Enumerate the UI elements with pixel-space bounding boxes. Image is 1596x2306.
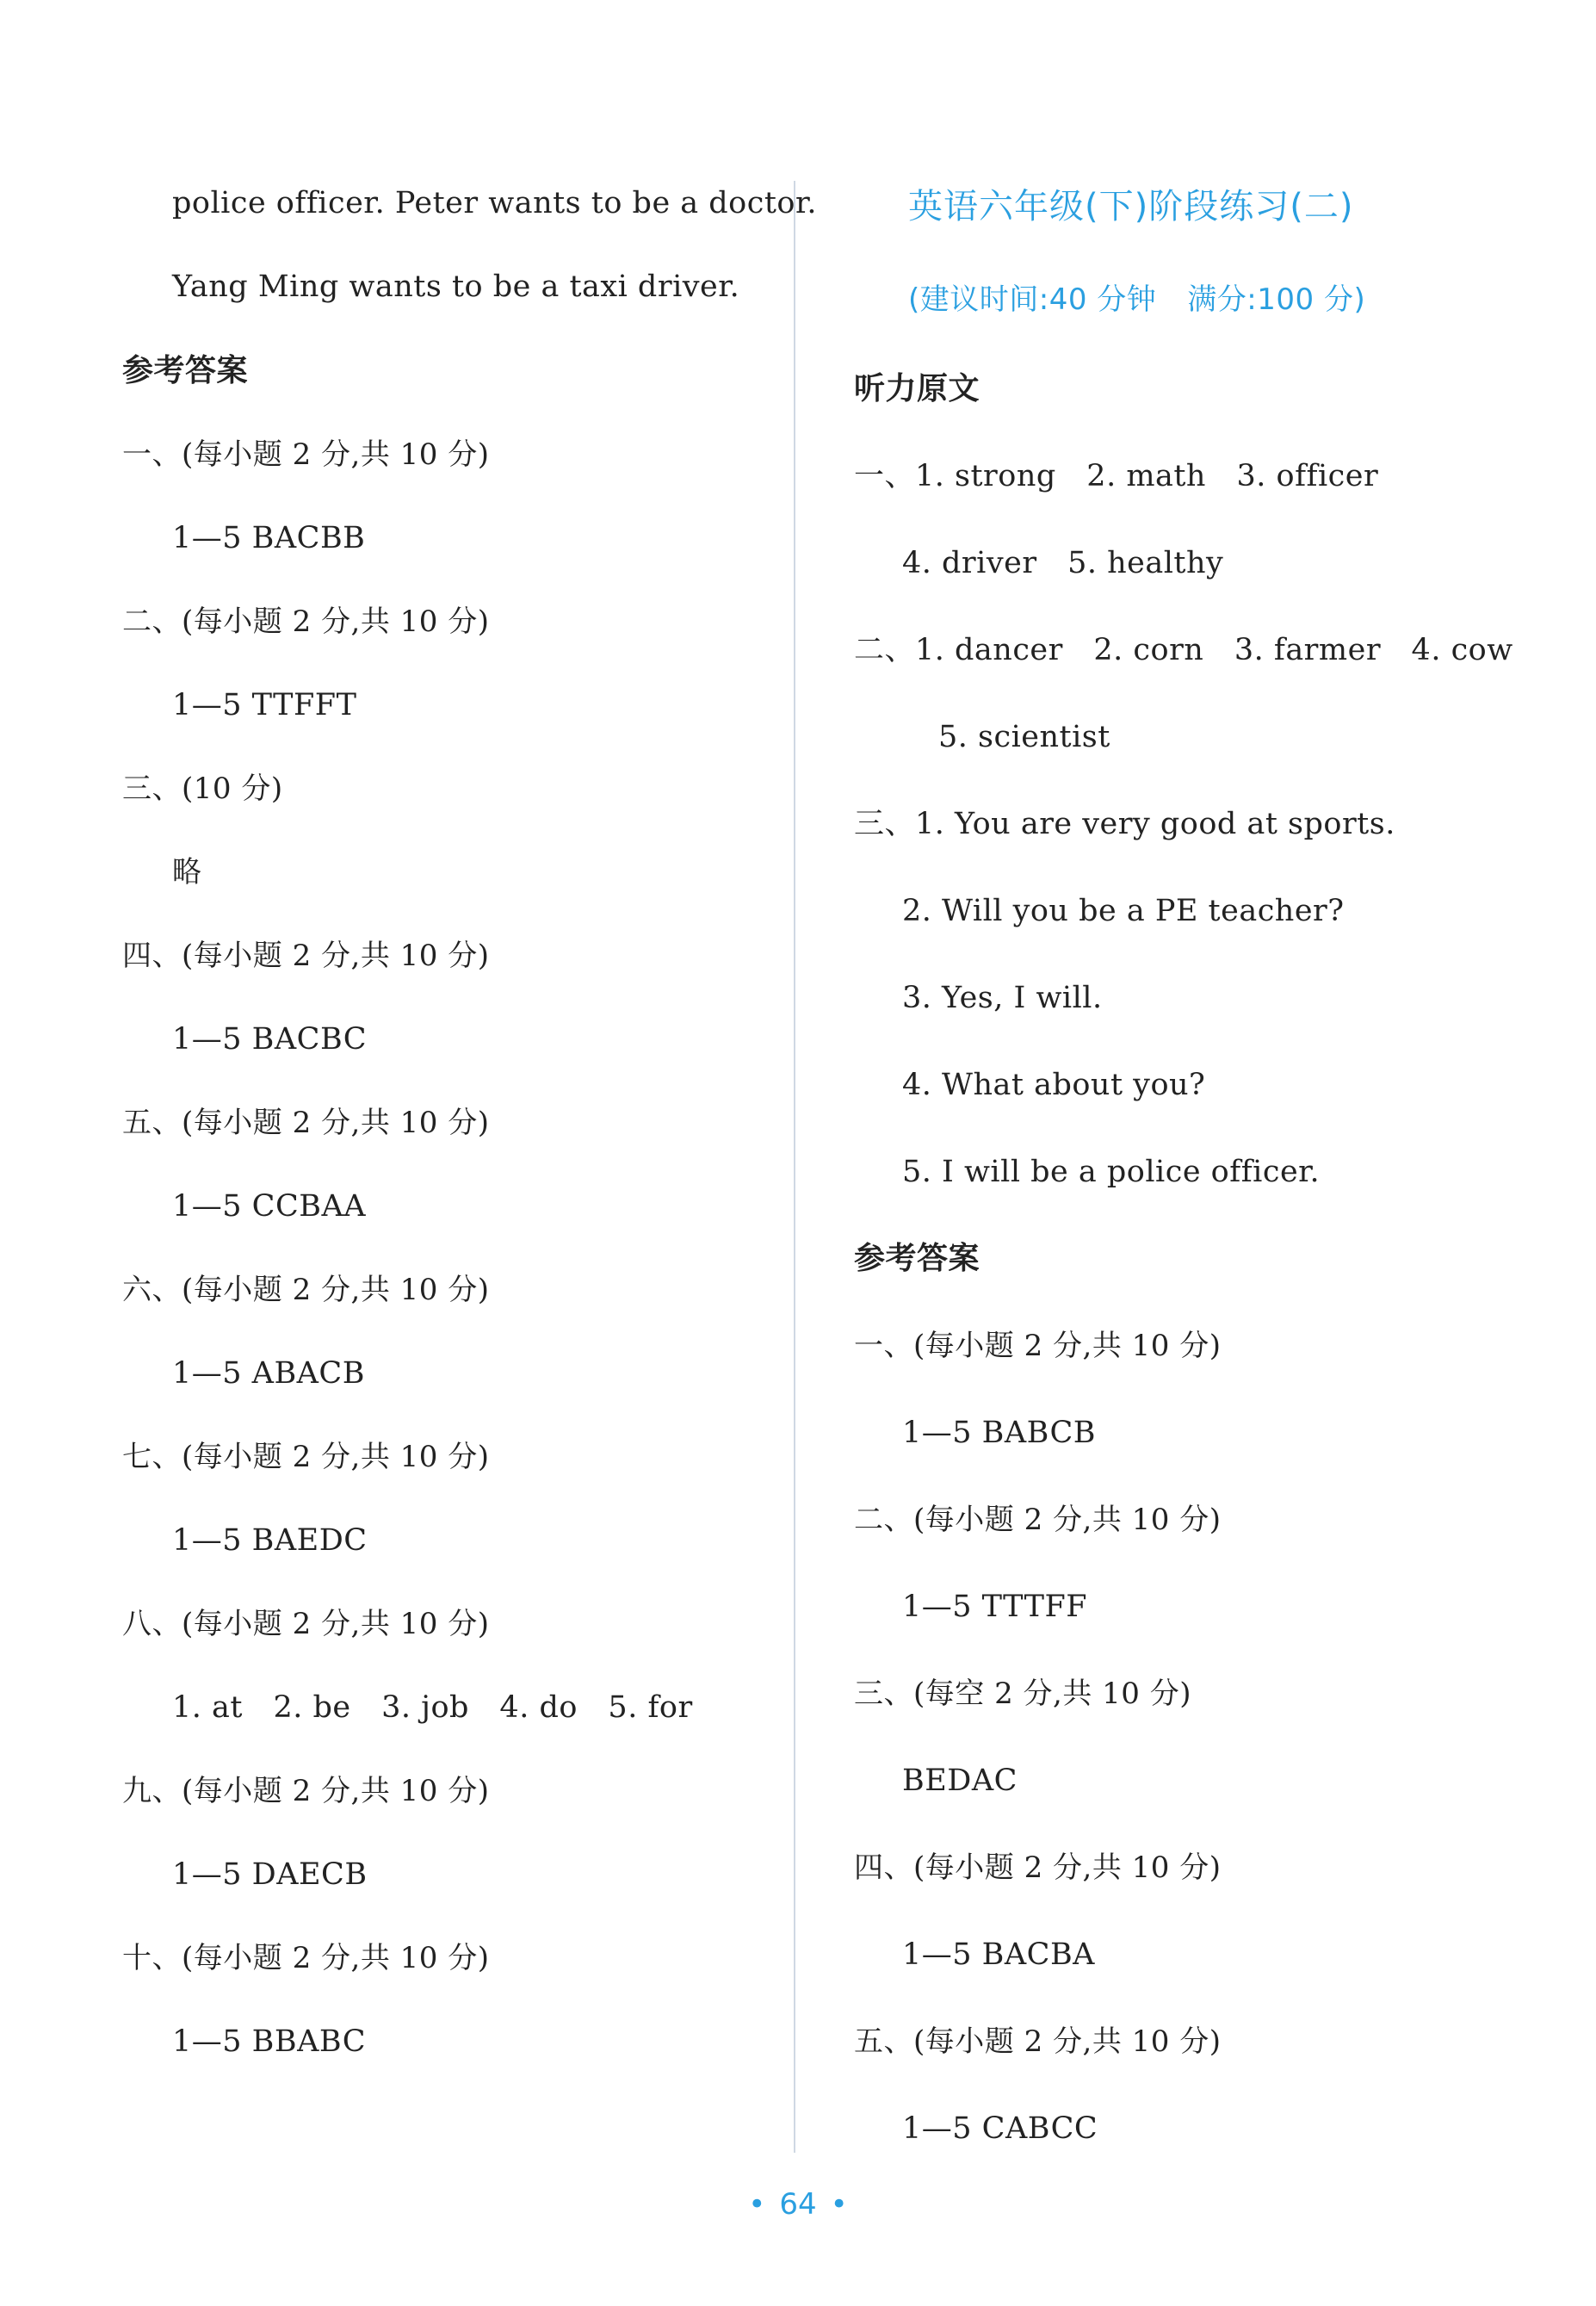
column-divider [794,181,795,2153]
section-label: 二、(每小题 2 分,共 10 分) [854,1503,1222,1537]
listening-line: 3. Yes, I will. [902,981,1103,1015]
section-label: 六、(每小题 2 分,共 10 分) [122,1273,490,1307]
listening-line: 二、1. dancer 2. corn 3. farmer 4. cow [854,633,1513,667]
section-label: 三、(10 分) [122,772,283,806]
section-answer: 1—5 ABACB [172,1356,365,1391]
section-label: 一、(每小题 2 分,共 10 分) [854,1329,1222,1363]
section-answer: 1—5 BBABC [172,2024,367,2059]
section-label: 八、(每小题 2 分,共 10 分) [122,1607,490,1641]
full-score: 满分:100 分) [1187,282,1366,317]
listening-line: 5. scientist [938,720,1110,754]
section-answer: 1. at 2. be 3. job 4. do 5. for [172,1690,693,1725]
section-answer: 1—5 CCBAA [172,1189,366,1224]
section-answer: 1—5 BACBC [172,1022,368,1057]
intro-line-1: police officer. Peter wants to be a doctor. [172,186,817,220]
section-label: 一、(每小题 2 分,共 10 分) [122,437,490,472]
section-answer: 1—5 BACBB [172,521,366,555]
listening-line: 2. Will you be a PE teacher? [902,894,1345,928]
exam-title: 英语六年级(下)阶段练习(二) [908,187,1354,226]
listening-line: 三、1. You are very good at sports. [854,807,1395,841]
section-answer: 1—5 TTFFT [172,688,357,722]
section-label: 七、(每小题 2 分,共 10 分) [122,1440,490,1474]
bullet-right: • [830,2187,848,2222]
listening-line: 一、1. strong 2. math 3. officer [854,459,1379,493]
listening-line: 4. driver 5. healthy [902,546,1224,580]
section-label: 九、(每小题 2 分,共 10 分) [122,1774,490,1808]
section-label: 十、(每小题 2 分,共 10 分) [122,1941,490,1975]
page-number: 64 [779,2187,817,2222]
section-label: 三、(每空 2 分,共 10 分) [854,1677,1191,1711]
section-label: 二、(每小题 2 分,共 10 分) [122,604,490,639]
section-answer: 1—5 CABCC [902,2111,1098,2146]
listening-line: 5. I will be a police officer. [902,1155,1321,1189]
section-label: 四、(每小题 2 分,共 10 分) [854,1850,1222,1885]
section-label: 五、(每小题 2 分,共 10 分) [854,2024,1222,2059]
section-label: 四、(每小题 2 分,共 10 分) [122,939,490,973]
section-label: 五、(每小题 2 分,共 10 分) [122,1106,490,1140]
section-answer: 1—5 BAEDC [172,1523,368,1558]
listening-heading: 听力原文 [854,371,980,406]
section-answer: 1—5 TTTFF [902,1590,1088,1624]
section-answer: 略 [172,855,202,890]
answers-heading-right: 参考答案 [854,1241,980,1276]
intro-line-2: Yang Ming wants to be a taxi driver. [172,270,740,304]
bullet-left: • [748,2187,766,2222]
suggested-time: (建议时间:40 分钟 [908,282,1157,317]
section-answer: 1—5 BABCB [902,1416,1097,1450]
section-answer: BEDAC [902,1764,1018,1798]
page-footer [0,2185,1596,2223]
listening-line: 4. What about you? [902,1068,1206,1102]
answers-heading-left: 参考答案 [122,353,249,388]
exam-subtitle [908,281,1365,319]
section-answer: 1—5 DAECB [172,1857,368,1892]
section-answer: 1—5 BACBA [902,1937,1095,1972]
